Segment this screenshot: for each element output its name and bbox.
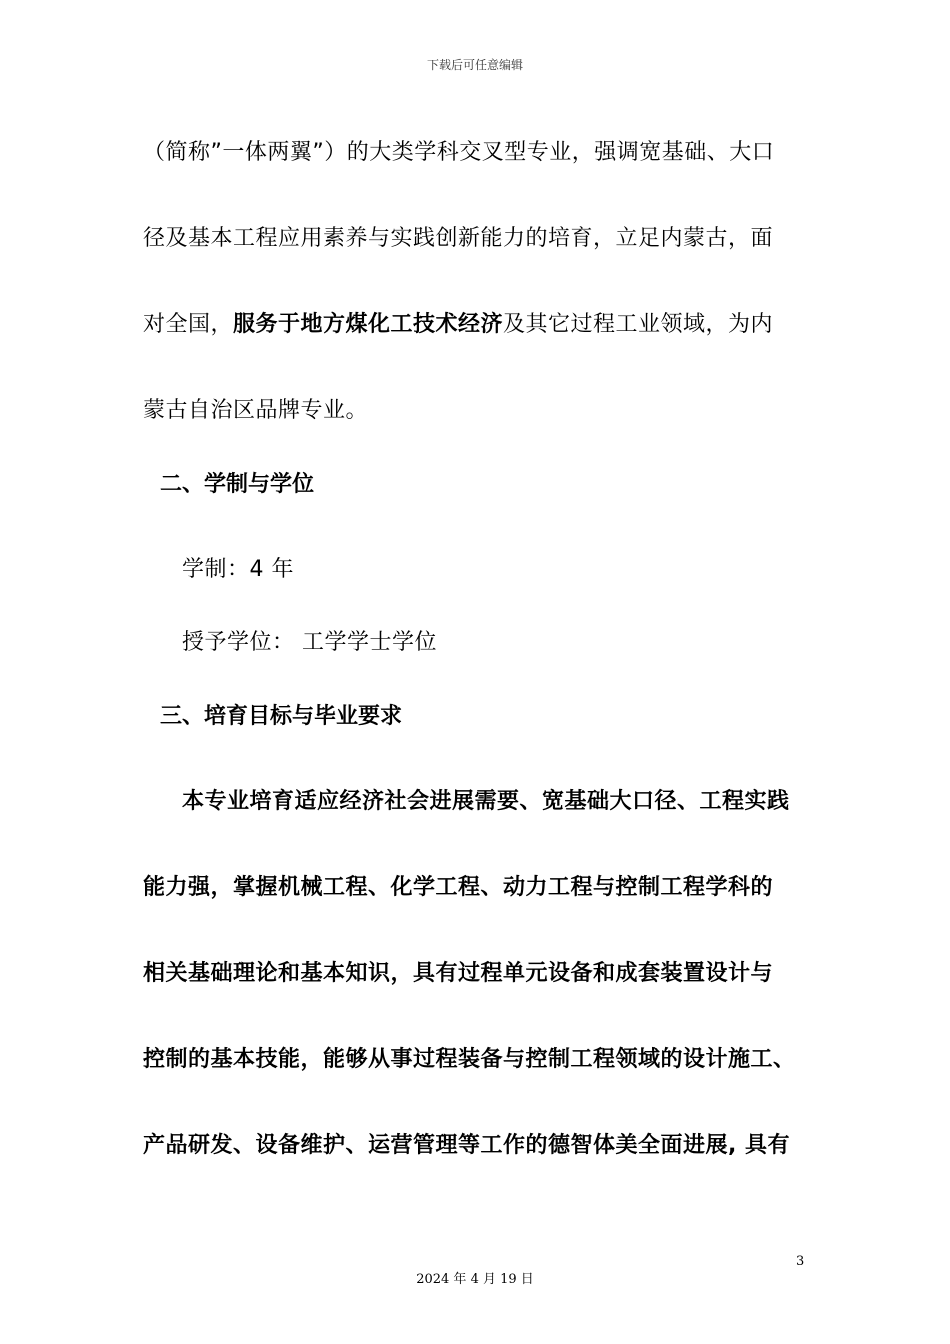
objective-line-3: 相关基础理论和基本知识，具有过程单元设备和成套装置设计与	[143, 961, 774, 986]
objective-line-1: 本专业培育适应经济社会进展需要、宽基础大口径、工程实践	[182, 789, 790, 814]
intro-line-2: 径及基本工程应用素养与实践创新能力的培育，立足内蒙古，面	[143, 226, 774, 251]
intro-line-4: 蒙古自治区品牌专业。	[143, 398, 369, 423]
intro-line-3-pre: 对全国，	[143, 312, 234, 337]
intro-line-3-bold: 服务于地方煤化工技术经济	[233, 312, 504, 337]
section-2-heading: 二、学制与学位	[160, 472, 315, 497]
degree-awarded: 授予学位： 工学学士学位	[182, 630, 437, 655]
intro-line-3-post: 及其它过程工业领域，为内	[503, 312, 774, 337]
section-3-heading: 三、培育目标与毕业要求	[160, 704, 403, 729]
study-duration: 学制：4 年	[182, 557, 294, 582]
page-number: 3	[796, 1254, 805, 1269]
intro-line-3	[143, 310, 773, 340]
objective-line-2: 能力强，掌握机械工程、化学工程、动力工程与控制工程学科的	[143, 875, 774, 900]
header-note: 下载后可任意编辑	[426, 58, 523, 72]
footer-date: 2024 年 4 月 19 日	[416, 1272, 534, 1287]
objective-line-5: 产品研发、设备维护、运营管理等工作的德智体美全面进展, 具有	[143, 1133, 791, 1158]
intro-line-1: （简称”一体两翼”）的大类学科交叉型专业，强调宽基础、大口	[143, 140, 775, 165]
objective-line-4: 控制的基本技能，能够从事过程装备与控制工程领域的设计施工、	[143, 1047, 796, 1072]
